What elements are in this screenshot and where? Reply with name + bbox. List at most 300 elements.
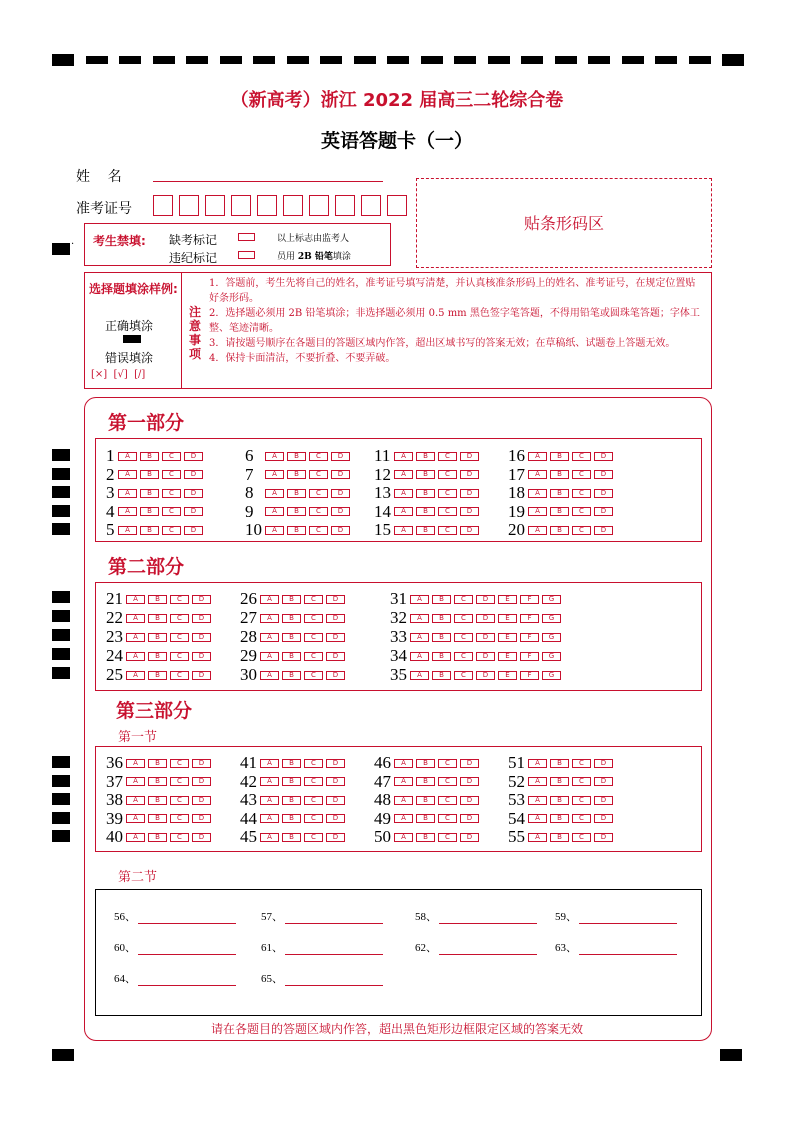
answer-bubble-a[interactable]: A xyxy=(126,796,145,805)
question-row xyxy=(374,755,482,771)
answer-bubble-d[interactable]: D xyxy=(594,814,613,823)
answer-bubble-b[interactable]: B xyxy=(550,452,569,461)
id-digit-box[interactable] xyxy=(205,195,225,216)
answer-bubble-d[interactable]: D xyxy=(460,507,479,516)
answer-bubble-d[interactable]: D xyxy=(326,796,345,805)
answer-bubble-b[interactable]: B xyxy=(282,614,301,623)
answer-bubble-a[interactable]: A xyxy=(118,470,137,479)
answer-bubble-c[interactable]: C xyxy=(304,652,323,661)
timing-mark xyxy=(488,56,510,64)
answer-bubble-d[interactable]: D xyxy=(460,759,479,768)
answer-bubble-a[interactable]: A xyxy=(118,452,137,461)
answer-bubble-c[interactable]: C xyxy=(454,595,473,604)
answer-bubble-c[interactable]: C xyxy=(162,526,181,535)
timing-mark xyxy=(521,56,543,64)
answer-bubble-c[interactable]: C xyxy=(454,633,473,642)
answer-bubble-d[interactable]: D xyxy=(331,489,350,498)
answer-bubble-b[interactable]: B xyxy=(416,489,435,498)
answer-bubble-e[interactable]: E xyxy=(498,633,517,642)
answer-bubble-a[interactable]: A xyxy=(528,489,547,498)
answer-bubble-b[interactable]: B xyxy=(416,833,435,842)
answer-bubble-f[interactable]: F xyxy=(520,633,539,642)
answer-bubble-c[interactable]: C xyxy=(304,633,323,642)
answer-bubble-d[interactable]: D xyxy=(476,652,495,661)
question-row xyxy=(508,792,616,808)
answer-bubble-b[interactable]: B xyxy=(287,470,306,479)
answer-bubble-b[interactable]: B xyxy=(148,759,167,768)
question-row xyxy=(245,448,353,464)
answer-bubble-a[interactable]: A xyxy=(118,526,137,535)
fill-answer-line[interactable] xyxy=(138,975,236,986)
answer-bubble-a[interactable]: A xyxy=(126,614,145,623)
fill-answer-line[interactable] xyxy=(138,913,236,924)
answer-bubble-a[interactable]: A xyxy=(528,526,547,535)
answer-bubble-b[interactable]: B xyxy=(416,777,435,786)
timing-marker xyxy=(720,1049,742,1061)
answer-bubble-f[interactable]: F xyxy=(520,595,539,604)
answer-bubble-g[interactable]: G xyxy=(542,633,561,642)
answer-bubble-b[interactable]: B xyxy=(550,526,569,535)
question-row xyxy=(240,792,348,808)
answer-bubble-b[interactable]: B xyxy=(148,595,167,604)
answer-bubble-c[interactable]: C xyxy=(572,470,591,479)
answer-bubble-d[interactable]: D xyxy=(192,777,211,786)
violation-note: 员用 2B 铅笔填涂 xyxy=(277,252,351,262)
answer-bubble-a[interactable]: A xyxy=(260,796,279,805)
timing-mark xyxy=(354,56,376,64)
question-number: 47 xyxy=(374,771,391,791)
absent-checkbox[interactable] xyxy=(238,233,255,241)
answer-bubble-b[interactable]: B xyxy=(432,671,451,680)
answer-bubble-c[interactable]: C xyxy=(170,652,189,661)
answer-bubble-b[interactable]: B xyxy=(282,814,301,823)
answer-bubble-a[interactable]: A xyxy=(265,489,284,498)
answer-bubble-d[interactable]: D xyxy=(594,470,613,479)
answer-bubble-a[interactable]: A xyxy=(265,452,284,461)
answer-bubble-f[interactable]: F xyxy=(520,652,539,661)
answer-bubble-d[interactable]: D xyxy=(476,595,495,604)
question-row xyxy=(508,522,616,538)
answer-bubble-e[interactable]: E xyxy=(498,652,517,661)
answer-bubble-b[interactable]: B xyxy=(432,652,451,661)
answer-bubble-a[interactable]: A xyxy=(260,833,279,842)
answer-bubble-a[interactable]: A xyxy=(260,671,279,680)
answer-bubble-a[interactable]: A xyxy=(260,633,279,642)
answer-bubble-b[interactable]: B xyxy=(550,796,569,805)
answer-bubble-b[interactable]: B xyxy=(416,526,435,535)
answer-bubble-a[interactable]: A xyxy=(394,507,413,516)
answer-bubble-c[interactable]: C xyxy=(309,470,328,479)
answer-bubble-d[interactable]: D xyxy=(460,796,479,805)
answer-bubble-b[interactable]: B xyxy=(282,833,301,842)
answer-bubble-b[interactable]: B xyxy=(282,671,301,680)
fill-answer-line[interactable] xyxy=(579,944,677,955)
answer-bubble-d[interactable]: D xyxy=(184,507,203,516)
answer-bubble-b[interactable]: B xyxy=(550,507,569,516)
answer-bubble-b[interactable]: B xyxy=(550,833,569,842)
answer-bubble-c[interactable]: C xyxy=(170,595,189,604)
answer-bubble-d[interactable]: D xyxy=(476,633,495,642)
answer-bubble-d[interactable]: D xyxy=(331,526,350,535)
answer-bubble-b[interactable]: B xyxy=(148,814,167,823)
answer-bubble-d[interactable]: D xyxy=(326,759,345,768)
answer-bubble-d[interactable]: D xyxy=(460,489,479,498)
answer-bubble-a[interactable]: A xyxy=(265,507,284,516)
answer-bubble-b[interactable]: B xyxy=(287,452,306,461)
answer-bubble-b[interactable]: B xyxy=(140,452,159,461)
answer-bubble-c[interactable]: C xyxy=(304,595,323,604)
id-digit-box[interactable] xyxy=(309,195,329,216)
answer-bubble-a[interactable]: A xyxy=(528,507,547,516)
answer-bubble-g[interactable]: G xyxy=(542,671,561,680)
answer-bubble-a[interactable]: A xyxy=(126,759,145,768)
answer-bubble-c[interactable]: C xyxy=(454,671,473,680)
fill-label: 59、 xyxy=(555,911,577,923)
answer-bubble-d[interactable]: D xyxy=(326,777,345,786)
answer-bubble-b[interactable]: B xyxy=(148,652,167,661)
answer-bubble-c[interactable]: C xyxy=(170,796,189,805)
answer-bubble-c[interactable]: C xyxy=(438,833,457,842)
answer-bubble-a[interactable]: A xyxy=(260,777,279,786)
answer-bubble-b[interactable]: B xyxy=(148,777,167,786)
question-number: 6 xyxy=(245,446,254,465)
answer-bubble-c[interactable]: C xyxy=(304,614,323,623)
answer-bubble-a[interactable]: A xyxy=(118,507,137,516)
answer-bubble-c[interactable]: C xyxy=(304,759,323,768)
answer-bubble-b[interactable]: B xyxy=(550,489,569,498)
footer-warning: 请在各题目的答题区域内作答，超出黑色矩形边框限定区域的答案无效 xyxy=(210,1022,583,1036)
answer-bubble-b[interactable]: B xyxy=(282,633,301,642)
answer-bubble-a[interactable]: A xyxy=(528,470,547,479)
answer-bubble-c[interactable]: C xyxy=(309,507,328,516)
answer-bubble-b[interactable]: B xyxy=(416,452,435,461)
answer-bubble-d[interactable]: D xyxy=(460,470,479,479)
answer-bubble-c[interactable]: C xyxy=(170,633,189,642)
answer-bubble-d[interactable]: D xyxy=(594,796,613,805)
answer-bubble-b[interactable]: B xyxy=(550,759,569,768)
question-row xyxy=(374,485,482,501)
answer-bubble-e[interactable]: E xyxy=(498,595,517,604)
answer-bubble-c[interactable]: C xyxy=(438,507,457,516)
fill-answer-line[interactable] xyxy=(285,975,383,986)
id-digit-box[interactable] xyxy=(153,195,173,216)
answer-bubble-c[interactable]: C xyxy=(170,614,189,623)
answer-bubble-b[interactable]: B xyxy=(148,833,167,842)
question-number: 50 xyxy=(374,827,391,846)
answer-bubble-d[interactable]: D xyxy=(594,833,613,842)
answer-bubble-a[interactable]: A xyxy=(394,526,413,535)
answer-bubble-c[interactable]: C xyxy=(438,759,457,768)
question-row xyxy=(374,771,482,791)
answer-bubble-d[interactable]: D xyxy=(326,833,345,842)
answer-bubble-a[interactable]: A xyxy=(394,777,413,786)
answer-bubble-a[interactable]: A xyxy=(260,652,279,661)
answer-bubble-a[interactable]: A xyxy=(410,652,429,661)
answer-bubble-a[interactable]: A xyxy=(410,671,429,680)
notes-heading: 注意事项 xyxy=(189,305,202,361)
id-digit-box[interactable] xyxy=(179,195,199,216)
answer-bubble-c[interactable]: C xyxy=(572,777,591,786)
timing-mark xyxy=(555,56,577,64)
answer-bubble-d[interactable]: D xyxy=(594,777,613,786)
answer-bubble-d[interactable]: D xyxy=(192,759,211,768)
answer-bubble-b[interactable]: B xyxy=(287,526,306,535)
fill-answer-line[interactable] xyxy=(138,944,236,955)
fill-label: 60、 xyxy=(114,942,136,954)
id-digit-box[interactable] xyxy=(335,195,355,216)
answer-bubble-d[interactable]: D xyxy=(326,671,345,680)
id-digit-box[interactable] xyxy=(361,195,381,216)
answer-bubble-a[interactable]: A xyxy=(265,470,284,479)
answer-bubble-b[interactable]: B xyxy=(148,633,167,642)
answer-bubble-d[interactable]: D xyxy=(331,470,350,479)
answer-bubble-c[interactable]: C xyxy=(304,833,323,842)
answer-bubble-c[interactable]: C xyxy=(572,452,591,461)
answer-bubble-a[interactable]: A xyxy=(394,470,413,479)
answer-bubble-b[interactable]: B xyxy=(550,814,569,823)
answer-bubble-b[interactable]: B xyxy=(550,470,569,479)
answer-bubble-c[interactable]: C xyxy=(162,470,181,479)
answer-bubble-d[interactable]: D xyxy=(326,814,345,823)
id-digit-box[interactable] xyxy=(387,195,407,216)
answer-bubble-d[interactable]: D xyxy=(192,633,211,642)
answer-bubble-c[interactable]: C xyxy=(170,671,189,680)
answer-bubble-b[interactable]: B xyxy=(432,595,451,604)
answer-bubble-c[interactable]: C xyxy=(304,814,323,823)
answer-bubble-a[interactable]: A xyxy=(394,814,413,823)
timing-marker xyxy=(52,610,70,622)
answer-bubble-d[interactable]: D xyxy=(192,814,211,823)
answer-bubble-d[interactable]: D xyxy=(184,452,203,461)
answer-bubble-b[interactable]: B xyxy=(287,489,306,498)
answer-bubble-c[interactable]: C xyxy=(438,526,457,535)
answer-bubble-a[interactable]: A xyxy=(528,452,547,461)
answer-bubble-d[interactable]: D xyxy=(192,614,211,623)
answer-bubble-d[interactable]: D xyxy=(460,777,479,786)
question-row xyxy=(374,522,482,538)
answer-bubble-c[interactable]: C xyxy=(304,671,323,680)
answer-bubble-e[interactable]: E xyxy=(498,614,517,623)
answer-bubble-c[interactable]: C xyxy=(309,526,328,535)
answer-bubble-d[interactable]: D xyxy=(594,507,613,516)
answer-bubble-d[interactable]: D xyxy=(326,614,345,623)
question-row xyxy=(390,591,564,607)
answer-bubble-a[interactable]: A xyxy=(394,833,413,842)
answer-bubble-d[interactable]: D xyxy=(331,507,350,516)
answer-bubble-c[interactable]: C xyxy=(572,526,591,535)
answer-bubble-a[interactable]: A xyxy=(126,595,145,604)
answer-bubble-c[interactable]: C xyxy=(304,777,323,786)
answer-bubble-c[interactable]: C xyxy=(304,796,323,805)
answer-bubble-b[interactable]: B xyxy=(432,614,451,623)
question-number: 25 xyxy=(106,665,123,684)
answer-bubble-a[interactable]: A xyxy=(260,759,279,768)
answer-bubble-a[interactable]: A xyxy=(528,833,547,842)
answer-bubble-c[interactable]: C xyxy=(572,507,591,516)
answer-bubble-d[interactable]: D xyxy=(460,833,479,842)
timing-mark xyxy=(454,56,476,64)
answer-bubble-a[interactable]: A xyxy=(528,796,547,805)
question-number: 41 xyxy=(240,753,257,772)
answer-bubble-d[interactable]: D xyxy=(184,526,203,535)
answer-bubble-d[interactable]: D xyxy=(326,652,345,661)
answer-bubble-g[interactable]: G xyxy=(542,652,561,661)
correct-fill-label: 正确填涂 xyxy=(105,319,154,333)
answer-bubble-e[interactable]: E xyxy=(498,671,517,680)
answer-bubble-c[interactable]: C xyxy=(438,796,457,805)
answer-bubble-c[interactable]: C xyxy=(572,759,591,768)
answer-bubble-c[interactable]: C xyxy=(438,470,457,479)
answer-bubble-d[interactable]: D xyxy=(594,489,613,498)
answer-bubble-a[interactable]: A xyxy=(126,777,145,786)
answer-bubble-c[interactable]: C xyxy=(162,507,181,516)
answer-bubble-c[interactable]: C xyxy=(454,614,473,623)
answer-bubble-c[interactable]: C xyxy=(170,833,189,842)
timing-marker xyxy=(52,1049,74,1061)
answer-bubble-c[interactable]: C xyxy=(572,814,591,823)
answer-bubble-b[interactable]: B xyxy=(282,595,301,604)
answer-bubble-b[interactable]: B xyxy=(282,796,301,805)
question-row xyxy=(106,610,214,626)
answer-bubble-b[interactable]: B xyxy=(282,777,301,786)
answer-bubble-a[interactable]: A xyxy=(394,452,413,461)
answer-bubble-b[interactable]: B xyxy=(282,759,301,768)
answer-bubble-a[interactable]: A xyxy=(394,796,413,805)
answer-bubble-d[interactable]: D xyxy=(594,759,613,768)
question-row xyxy=(106,448,206,464)
answer-bubble-c[interactable]: C xyxy=(309,489,328,498)
id-digit-box[interactable] xyxy=(283,195,303,216)
answer-bubble-d[interactable]: D xyxy=(594,452,613,461)
answer-bubble-c[interactable]: C xyxy=(170,759,189,768)
barcode-area xyxy=(416,178,712,268)
answer-bubble-c[interactable]: C xyxy=(170,777,189,786)
answer-bubble-c[interactable]: C xyxy=(438,814,457,823)
answer-bubble-f[interactable]: F xyxy=(520,614,539,623)
question-number: 12 xyxy=(374,464,391,484)
answer-bubble-a[interactable]: A xyxy=(260,595,279,604)
answer-bubble-a[interactable]: A xyxy=(394,489,413,498)
answer-bubble-c[interactable]: C xyxy=(309,452,328,461)
violation-checkbox[interactable] xyxy=(238,251,255,259)
fill-answer-line[interactable] xyxy=(439,944,537,955)
answer-bubble-b[interactable]: B xyxy=(416,507,435,516)
answer-bubble-a[interactable]: A xyxy=(260,814,279,823)
answer-bubble-b[interactable]: B xyxy=(148,671,167,680)
answer-bubble-c[interactable]: C xyxy=(572,796,591,805)
answer-bubble-b[interactable]: B xyxy=(282,652,301,661)
fill-answer-62 xyxy=(415,939,537,955)
answer-bubble-d[interactable]: D xyxy=(192,671,211,680)
answer-bubble-b[interactable]: B xyxy=(550,777,569,786)
answer-bubble-g[interactable]: G xyxy=(542,595,561,604)
answer-bubble-c[interactable]: C xyxy=(162,452,181,461)
answer-bubble-d[interactable]: D xyxy=(594,526,613,535)
answer-bubble-c[interactable]: C xyxy=(438,777,457,786)
fill-answer-line[interactable] xyxy=(285,913,383,924)
timing-marker xyxy=(52,243,70,255)
answer-bubble-d[interactable]: D xyxy=(460,814,479,823)
answer-bubble-b[interactable]: B xyxy=(432,633,451,642)
fill-answer-line[interactable] xyxy=(285,944,383,955)
answer-bubble-a[interactable]: A xyxy=(410,614,429,623)
question-row xyxy=(240,808,348,828)
answer-bubble-a[interactable]: A xyxy=(118,489,137,498)
id-digit-box[interactable] xyxy=(231,195,251,216)
answer-bubble-b[interactable]: B xyxy=(416,470,435,479)
answer-bubble-b[interactable]: B xyxy=(148,614,167,623)
question-number: 28 xyxy=(240,627,257,646)
answer-bubble-a[interactable]: A xyxy=(528,814,547,823)
answer-bubble-d[interactable]: D xyxy=(331,452,350,461)
answer-bubble-a[interactable]: A xyxy=(126,652,145,661)
answer-bubble-b[interactable]: B xyxy=(416,759,435,768)
answer-bubble-a[interactable]: A xyxy=(126,671,145,680)
answer-bubble-d[interactable]: D xyxy=(192,833,211,842)
answer-bubble-b[interactable]: B xyxy=(287,507,306,516)
answer-bubble-b[interactable]: B xyxy=(140,470,159,479)
answer-bubble-b[interactable]: B xyxy=(416,814,435,823)
answer-bubble-c[interactable]: C xyxy=(438,452,457,461)
answer-bubble-a[interactable]: A xyxy=(126,833,145,842)
answer-bubble-d[interactable]: D xyxy=(192,796,211,805)
fill-answer-line[interactable] xyxy=(579,913,677,924)
answer-bubble-b[interactable]: B xyxy=(148,796,167,805)
answer-bubble-g[interactable]: G xyxy=(542,614,561,623)
answer-bubble-a[interactable]: A xyxy=(260,614,279,623)
answer-bubble-a[interactable]: A xyxy=(394,759,413,768)
answer-bubble-a[interactable]: A xyxy=(265,526,284,535)
answer-bubble-c[interactable]: C xyxy=(162,489,181,498)
timing-marker xyxy=(52,591,70,603)
note-item: 1．答题前，考生先将自己的姓名，准考证号填写清楚，并认真核准条形码上的姓名、准考证号，在规定位置贴好条形码。 xyxy=(209,278,696,304)
answer-bubble-d[interactable]: D xyxy=(460,526,479,535)
name-field[interactable] xyxy=(153,181,383,182)
answer-bubble-d[interactable]: D xyxy=(326,595,345,604)
answer-bubble-a[interactable]: A xyxy=(126,633,145,642)
answer-bubble-d[interactable]: D xyxy=(184,470,203,479)
answer-bubble-d[interactable]: D xyxy=(192,652,211,661)
answer-bubble-b[interactable]: B xyxy=(140,526,159,535)
answer-bubble-d[interactable]: D xyxy=(476,614,495,623)
answer-bubble-d[interactable]: D xyxy=(476,671,495,680)
answer-bubble-c[interactable]: C xyxy=(572,833,591,842)
answer-bubble-d[interactable]: D xyxy=(192,595,211,604)
answer-bubble-a[interactable]: A xyxy=(410,633,429,642)
timing-mark xyxy=(52,54,74,66)
answer-bubble-d[interactable]: D xyxy=(184,489,203,498)
answer-bubble-c[interactable]: C xyxy=(572,489,591,498)
answer-bubble-a[interactable]: A xyxy=(528,777,547,786)
answer-bubble-a[interactable]: A xyxy=(410,595,429,604)
question-row xyxy=(240,829,348,845)
answer-bubble-b[interactable]: B xyxy=(416,796,435,805)
answer-bubble-b[interactable]: B xyxy=(140,507,159,516)
answer-bubble-c[interactable]: C xyxy=(454,652,473,661)
fill-answer-line[interactable] xyxy=(439,913,537,924)
question-row xyxy=(245,464,353,484)
answer-bubble-d[interactable]: D xyxy=(460,452,479,461)
answer-bubble-d[interactable]: D xyxy=(326,633,345,642)
answer-bubble-f[interactable]: F xyxy=(520,671,539,680)
question-number: 53 xyxy=(508,790,525,809)
answer-bubble-c[interactable]: C xyxy=(170,814,189,823)
answer-bubble-b[interactable]: B xyxy=(140,489,159,498)
answer-bubble-a[interactable]: A xyxy=(528,759,547,768)
id-digit-box[interactable] xyxy=(257,195,277,216)
answer-bubble-c[interactable]: C xyxy=(438,489,457,498)
answer-bubble-a[interactable]: A xyxy=(126,814,145,823)
